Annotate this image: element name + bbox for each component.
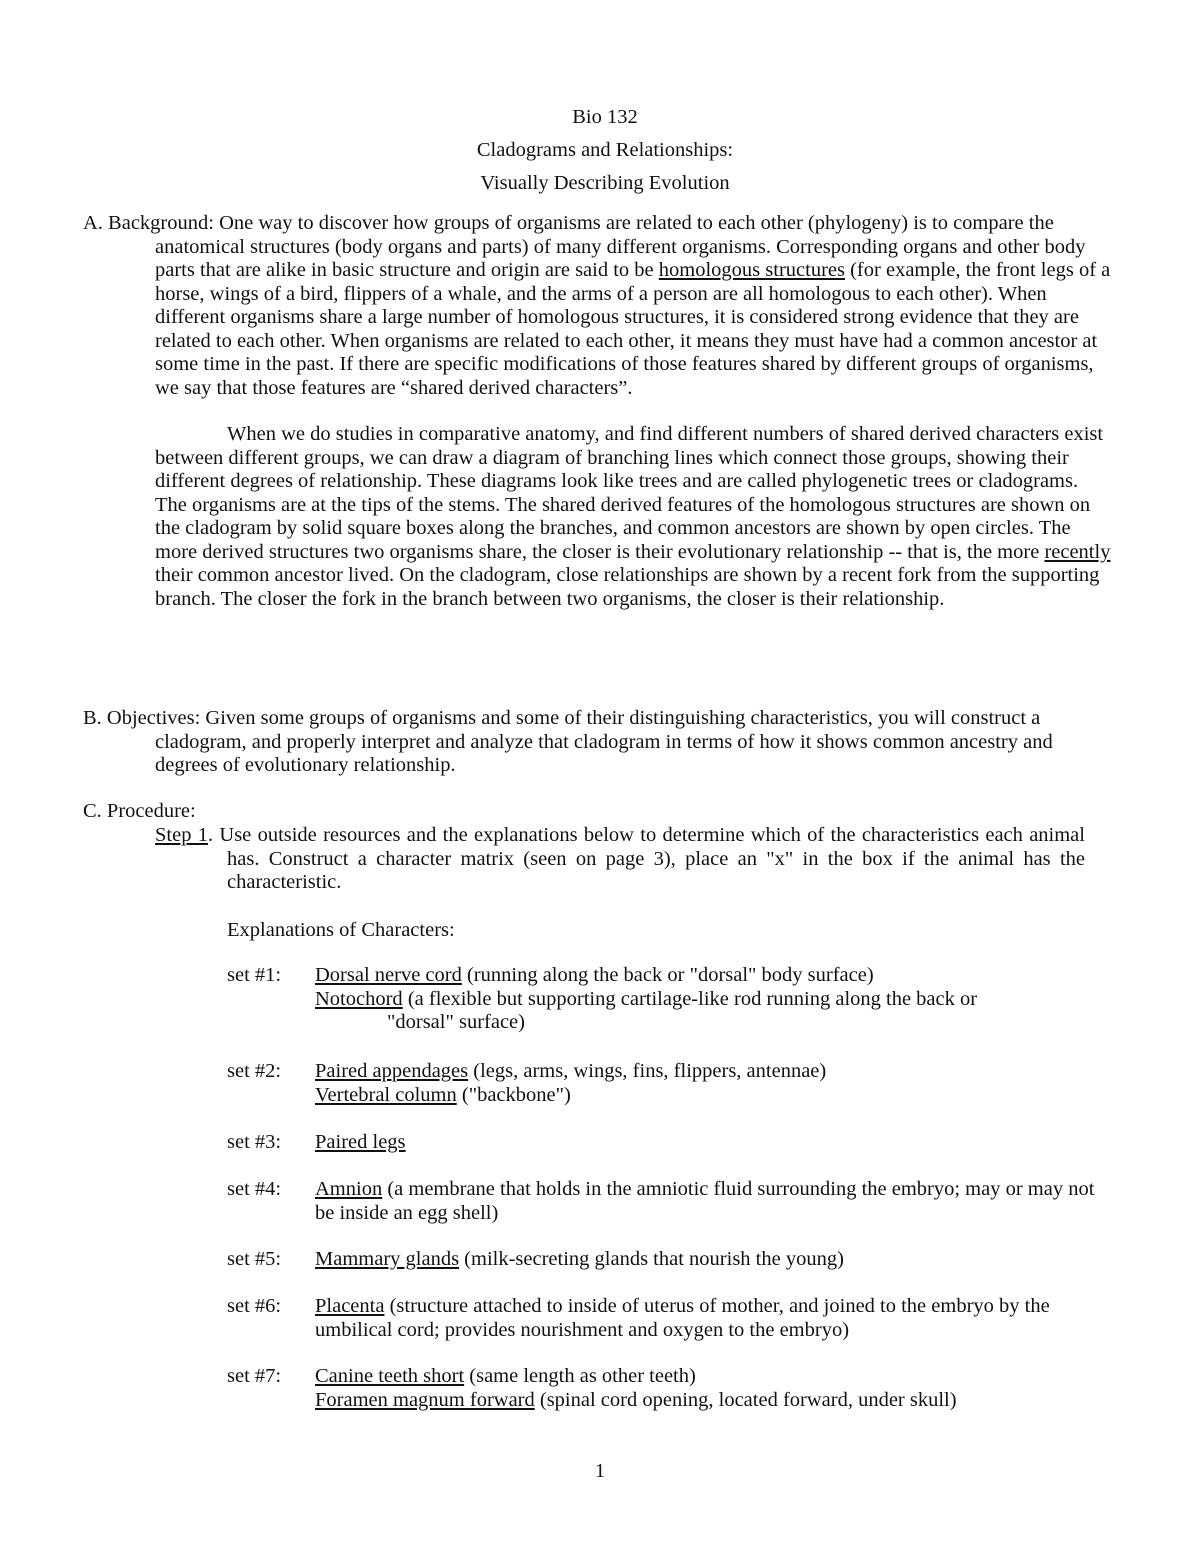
section-c-label: C. Procedure: [83,800,196,822]
set-5-body [315,1248,1107,1272]
desc-dorsal-nerve-cord: (running along the back or "dorsal" body surface) [466,964,874,986]
set-3-label: set #3: [227,1131,282,1153]
character-set-5 [227,1248,1107,1272]
set-4-item-1 [315,1178,1107,1225]
section-b-label: B. Objectives: [83,707,201,729]
background-text-1a: One way to discover how groups of organisms are related to each other (phylogeny) is to compare the anatomical structures (body organs and parts) of many different organisms. Corresponding organs and other body parts that are alike in basic structure and origin are said to be [155,212,1086,281]
term-foramen-magnum-forward: Foramen magnum forward [315,1388,535,1411]
explanations-title: Explanations of Characters: [227,919,455,941]
section-objectives [83,707,1113,778]
term-homologous-structures: homologous structures [658,259,845,281]
procedure-step-1 [155,824,1085,895]
term-paired-legs: Paired legs [315,1131,406,1153]
section-background [83,212,1113,611]
set-5-label: set #5: [227,1248,282,1270]
term-mammary-glands: Mammary glands [315,1248,460,1270]
set-4-body [315,1178,1107,1225]
term-dorsal-nerve-cord: Dorsal nerve cord [315,964,462,986]
desc-mammary-glands: (milk-secreting glands that nourish the young) [464,1248,844,1270]
set-1-item-1 [315,964,1107,988]
set-2-item-2 [315,1084,1107,1108]
page-number: 1 [594,1460,606,1482]
set-5-item-1 [315,1248,1107,1272]
background-text-1b: (for example, the front legs of a horse, wings of a bird, flippers of a whale, and the arms of a person are all homologous to each other). When different organisms share a large number of homologous structures, it is considered strong evidence that they are related to each other. When organisms are related to each other, it means they must have had a common ancestor at some time in the past. If there are specific modifications of those features shared by different groups of organisms, we say that those features are “shared derived characters”. [155,259,1111,399]
desc-notochord-cont: "dorsal" surface) [387,1011,525,1033]
background-text-2b: their common ancestor lived. On the cladogram, close relationships are shown by a recent fork from the supporting branch. The closer the fork in the branch between two organisms, the closer is their relationship. [155,564,1100,610]
desc-foramen-magnum-forward: (spinal cord opening, located forward, under skull) [539,1388,957,1411]
term-vertebral-column: Vertebral column [315,1083,457,1106]
character-set-6 [227,1295,1107,1342]
section-a-label: A. Background: [83,212,214,234]
term-notochord: Notochord [315,987,403,1010]
desc-paired-appendages: (legs, arms, wings, fins, flippers, antennae) [473,1060,827,1082]
character-set-1 [227,964,1107,1035]
set-7-item-1 [315,1365,1107,1389]
set-2-body [315,1060,1107,1107]
desc-placenta: (structure attached to inside of uterus of mother, and joined to the embryo by the umbilical cord; provides nourishment and oxygen to the embryo) [315,1295,1050,1341]
term-amnion: Amnion [315,1178,383,1200]
desc-amnion: (a membrane that holds in the amniotic fluid surrounding the embryo; may or may not be inside an egg shell) [315,1178,1095,1224]
set-1-item-2 [315,988,1107,1012]
background-paragraph-1 [83,212,1113,400]
set-2-label: set #2: [227,1060,282,1082]
set-1-label: set #1: [227,964,282,986]
set-1-body [315,964,1107,1035]
term-placenta: Placenta [315,1295,385,1317]
step-1-paragraph [155,824,1085,895]
set-3-item-1 [315,1131,1107,1155]
background-text-2a: When we do studies in comparative anatomy, and find different numbers of shared derived characters exist between different groups, we can draw a diagram of branching lines which connect those groups, showing their different degrees of relationship. These diagrams look like trees and are called phylogenetic trees or cladograms. The organisms are at the tips of the stems. The shared derived features of the homologous structures are shown on the cladogram by solid square boxes along the branches, and common ancestors are shown by open circles. The more derived structures two organisms share, the closer is their evolutionary relationship -- that is, the more [155,423,1104,563]
title-block [0,101,1200,200]
desc-vertebral-column: ("backbone") [461,1083,571,1106]
set-7-label: set #7: [227,1365,282,1387]
set-7-item-2 [315,1389,1107,1413]
desc-notochord: (a flexible but supporting cartilage-like rod running along the back or [407,987,978,1010]
character-set-2 [227,1060,1107,1107]
document-subtitle: Visually Describing Evolution [480,172,730,194]
objectives-paragraph [83,707,1113,778]
set-6-body [315,1295,1107,1342]
set-4-label: set #4: [227,1178,282,1200]
desc-canine-teeth-short: (same length as other teeth) [469,1365,696,1387]
step-1-text: . Use outside resources and the explanations below to determine which of the characteristics each animal has. Construct a character matrix (seen on page 3), place an "x" in the box if the animal has the characteristic. [207,824,1085,893]
section-procedure [83,800,1113,824]
course-code: Bio 132 [572,106,638,128]
step-1-label: Step 1 [155,824,208,846]
term-canine-teeth-short: Canine teeth short [315,1365,465,1387]
background-paragraph-2 [83,423,1113,611]
objectives-text: Given some groups of organisms and some of their distinguishing characteristics, you will construct a cladogram, and properly interpret and analyze that cladogram in terms of how it shows common ancestry and degrees of evolutionary relationship. [155,707,1053,776]
set-7-body [315,1365,1107,1412]
set-2-item-1 [315,1060,1107,1084]
set-3-body [315,1131,1107,1155]
set-6-item-1 [315,1295,1107,1342]
document-title: Cladograms and Relationships: [476,139,734,161]
set-6-label: set #6: [227,1295,282,1317]
term-recently: recently [1044,540,1111,563]
term-paired-appendages: Paired appendages [315,1060,469,1082]
character-set-4 [227,1178,1107,1225]
character-set-3 [227,1131,1107,1155]
character-set-7 [227,1365,1107,1412]
